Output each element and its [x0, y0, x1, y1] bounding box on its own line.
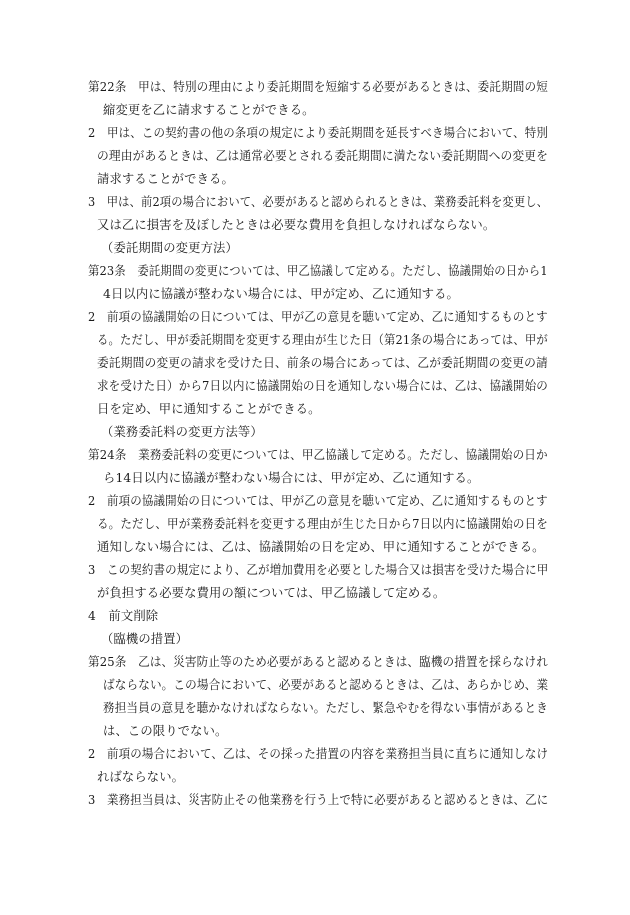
article-24-clause-2-line-2: る。ただし、甲が業務委託料を変更する理由が生じた日から7日以内に協議開始の日を	[97, 517, 548, 531]
article-24-heading: （業務委託料の変更方法等）	[101, 425, 263, 439]
article-25-line-1: 第25条 乙は、災害防止等のため必要があると認めるときは、臨機の措置を採らなけれ	[88, 655, 548, 669]
article-24-line-1: 第24条 業務委託料の変更については、甲乙協議して定める。ただし、協議開始の日か	[88, 448, 548, 462]
article-25-heading: （臨機の措置）	[101, 632, 189, 646]
article-23-heading: （委託期間の変更方法）	[101, 241, 238, 255]
article-23-line-2: 4日以内に協議が整わない場合には、甲が定め、乙に通知する。	[103, 287, 459, 301]
article-23-clause-2-line-1: 2 前項の協議開始の日については、甲が乙の意見を聴いて定め、乙に通知するものとす	[88, 310, 548, 324]
article-23-clause-2-line-2: る。ただし、甲が委託期間を変更する理由が生じた日（第21条の場合にあっては、甲が	[97, 333, 548, 347]
article-24-clause-2-line-3: 通知しない場合には、乙は、協議開始の日を定め、甲に通知することができる。	[97, 540, 545, 554]
article-22-line-2: 縮変更を乙に請求することができる。	[103, 103, 315, 117]
article-24-clause-3-line-1: 3 この契約書の規定により、乙が増加費用を必要とした場合又は損害を受けた場合に甲	[88, 563, 549, 577]
article-24-clause-4: 4 前文削除	[88, 609, 159, 623]
article-25-line-4: は、この限りでない。	[103, 724, 228, 738]
article-24-clause-3-line-2: が負担する必要な費用の額については、甲乙協議して定める。	[97, 586, 446, 600]
article-24-line-2: ら14日以内に協議が整わない場合には、甲が定め、乙に通知する。	[103, 471, 480, 485]
article-25-line-3: 務担当員の意見を聴かなければならない。ただし、緊急やむを得ない事情があるとき	[103, 701, 548, 715]
article-22-clause-3-line-1: 3 甲は、前2項の場合において、必要があると認められるときは、業務委託料を変更し、	[88, 195, 549, 209]
article-25-clause-3-line-1: 3 業務担当員は、災害防止その他業務を行う上で特に必要があると認めるときは、乙に	[88, 793, 549, 807]
article-25-line-2: ばならない。この場合において、必要があると認めるときは、乙は、あらかじめ、業	[103, 678, 549, 692]
article-25-clause-2-line-1: 2 前項の場合において、乙は、その採った措置の内容を業務担当員に直ちに通知しなけ	[88, 747, 549, 761]
article-23-line-1: 第23条 委託期間の変更については、甲乙協議して定める。ただし、協議開始の日から1	[88, 264, 548, 278]
article-23-clause-2-line-5: 日を定め、甲に通知することができる。	[97, 402, 321, 416]
article-24-clause-2-line-1: 2 前項の協議開始の日については、甲が乙の意見を聴いて定め、乙に通知するものとす	[88, 494, 548, 508]
article-23-clause-2-line-3: 委託期間の変更の請求を受けた日、前条の場合にあっては、乙が委託期間の変更の請	[97, 356, 548, 370]
article-22-clause-2-line-2: の理由があるときは、乙は通常必要とされる委託期間に満たない委託期間への変更を	[97, 149, 548, 163]
article-22-clause-3-line-2: 又は乙に損害を及ぼしたときは必要な費用を負担しなければならない。	[97, 218, 496, 232]
article-22-clause-2-line-3: 請求することができる。	[97, 172, 234, 186]
article-23-clause-2-line-4: 求を受けた日）から7日以内に協議開始の日を通知しない場合には、乙は、協議開始の	[97, 379, 548, 393]
article-25-clause-2-line-2: ればならない。	[97, 770, 185, 784]
article-22-line-1: 第22条 甲は、特別の理由により委託期間を短縮する必要があるときは、委託期間の短	[88, 80, 548, 94]
article-22-clause-2-line-1: 2 甲は、この契約書の他の条項の規定により委託期間を延長すべき場合において、特別	[88, 126, 548, 140]
